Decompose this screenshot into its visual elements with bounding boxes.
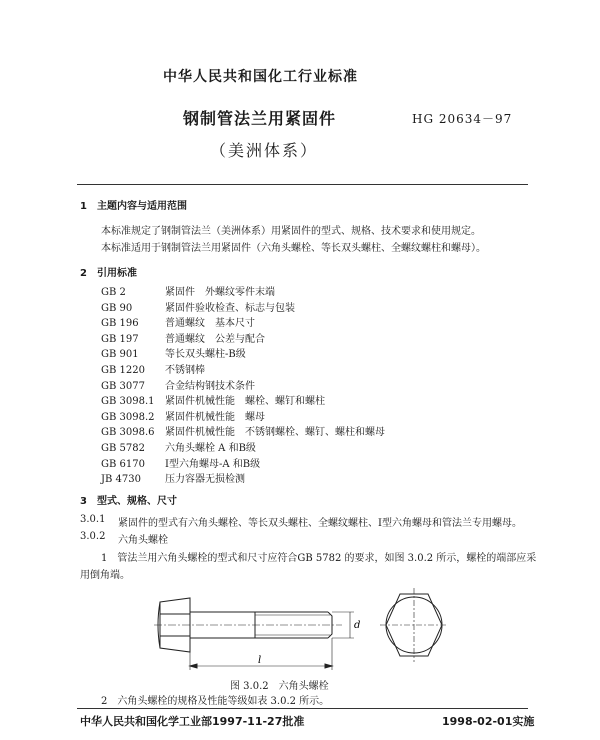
standard-number: HG 20634－97 [412, 112, 513, 126]
reference-title: 合金结构钢技术条件 [165, 380, 255, 392]
reference-item [101, 377, 255, 392]
clause-3-0-2-text: 六角头螺栓 [118, 535, 168, 546]
section-1-heading: 1 主题内容与适用范围 [80, 201, 187, 212]
reference-item [101, 392, 325, 407]
reference-item [101, 314, 255, 329]
standard-title: 钢制管法兰用紧固件 [183, 109, 337, 128]
figure-caption: 图 3.0.2 六角头螺栓 [230, 681, 329, 692]
reference-code: GB 3077 [101, 380, 145, 392]
reference-item [101, 299, 295, 314]
reference-title: 紧固件验收检查、标志与包装 [165, 302, 295, 314]
reference-code: GB 901 [101, 349, 139, 361]
reference-title: 等长双头螺柱-B级 [165, 349, 246, 361]
dimension-l-label: l [258, 655, 262, 666]
reference-item [101, 470, 245, 485]
reference-title: 压力容器无损检测 [165, 474, 245, 486]
footer-divider [77, 708, 528, 709]
reference-title: 紧固件机械性能 不锈钢螺栓、螺钉、螺柱和螺母 [165, 427, 385, 439]
standard-subtitle: （美洲体系） [210, 141, 319, 160]
dimension-d-label: d [354, 620, 361, 631]
reference-item [101, 330, 265, 345]
header-org-title: 中华人民共和国化工行业标准 [163, 69, 358, 85]
item-2-text: 2 六角头螺栓的规格及性能等级如表 3.0.2 所示。 [101, 696, 330, 707]
reference-code: GB 196 [101, 318, 139, 330]
approval-date: 中华人民共和国化学工业部1997-11-27批准 [80, 715, 305, 728]
reference-code: GB 2 [101, 287, 126, 298]
reference-code: GB 6170 [101, 458, 145, 470]
reference-item [101, 283, 275, 298]
reference-code: GB 5782 [101, 443, 145, 454]
header-divider [77, 184, 528, 185]
reference-item [101, 455, 260, 470]
item-1-line-2: 用倒角端。 [80, 570, 130, 581]
reference-title: 紧固件机械性能 螺栓、螺钉和螺柱 [165, 396, 325, 408]
clause-3-0-2-number: 3.0.2 [80, 531, 106, 542]
reference-code: GB 3098.6 [101, 427, 155, 439]
reference-title: 紧固件机械性能 螺母 [165, 411, 265, 423]
reference-title: 六角头螺栓 A 和B级 [165, 443, 256, 454]
reference-code: GB 1220 [101, 365, 145, 376]
reference-title: 不锈钢棒 [165, 365, 205, 376]
section-3-heading: 3 型式、规格、尺寸 [80, 496, 177, 507]
reference-title: 紧固件 外螺纹零件末端 [165, 287, 275, 298]
reference-title: 普通螺纹 公差与配合 [165, 333, 265, 345]
reference-code: GB 90 [101, 302, 133, 314]
reference-item [101, 408, 265, 423]
section-1-paragraph-2: 本标准适用于钢制管法兰用紧固件（六角头螺栓、等长双头螺柱、全螺纹螺柱和螺母）。 [101, 243, 486, 254]
clause-3-0-1-number: 3.0.1 [80, 514, 106, 525]
reference-title: Ⅰ型六角螺母-A 和B级 [165, 458, 261, 470]
reference-item [101, 423, 385, 438]
implementation-date: 1998-02-01实施 [442, 715, 535, 728]
clause-3-0-1-text: 紧固件的型式有六角头螺栓、等长双头螺柱、全螺纹螺柱、Ⅰ型六角螺母和管法兰专用螺母。 [118, 518, 522, 529]
section-1-paragraph-1: 本标准规定了钢制管法兰（美洲体系）用紧固件的型式、规格、技术要求和使用规定。 [101, 226, 481, 237]
reference-code: GB 3098.2 [101, 411, 155, 423]
reference-code: GB 3098.1 [101, 396, 155, 408]
reference-title: 普通螺纹 基本尺寸 [165, 318, 255, 330]
reference-code: GB 197 [101, 333, 139, 345]
reference-code: JB 4730 [101, 474, 141, 486]
reference-item [101, 439, 256, 454]
item-1-line-1: 1 管法兰用六角头螺栓的型式和尺寸应符合GB 5782 的要求，如图 3.0.2 所示，螺栓的端部应采 [101, 553, 537, 564]
reference-item [101, 345, 246, 360]
reference-item [101, 361, 205, 376]
section-2-heading: 2 引用标准 [80, 268, 137, 279]
hex-bolt-figure [150, 580, 470, 680]
